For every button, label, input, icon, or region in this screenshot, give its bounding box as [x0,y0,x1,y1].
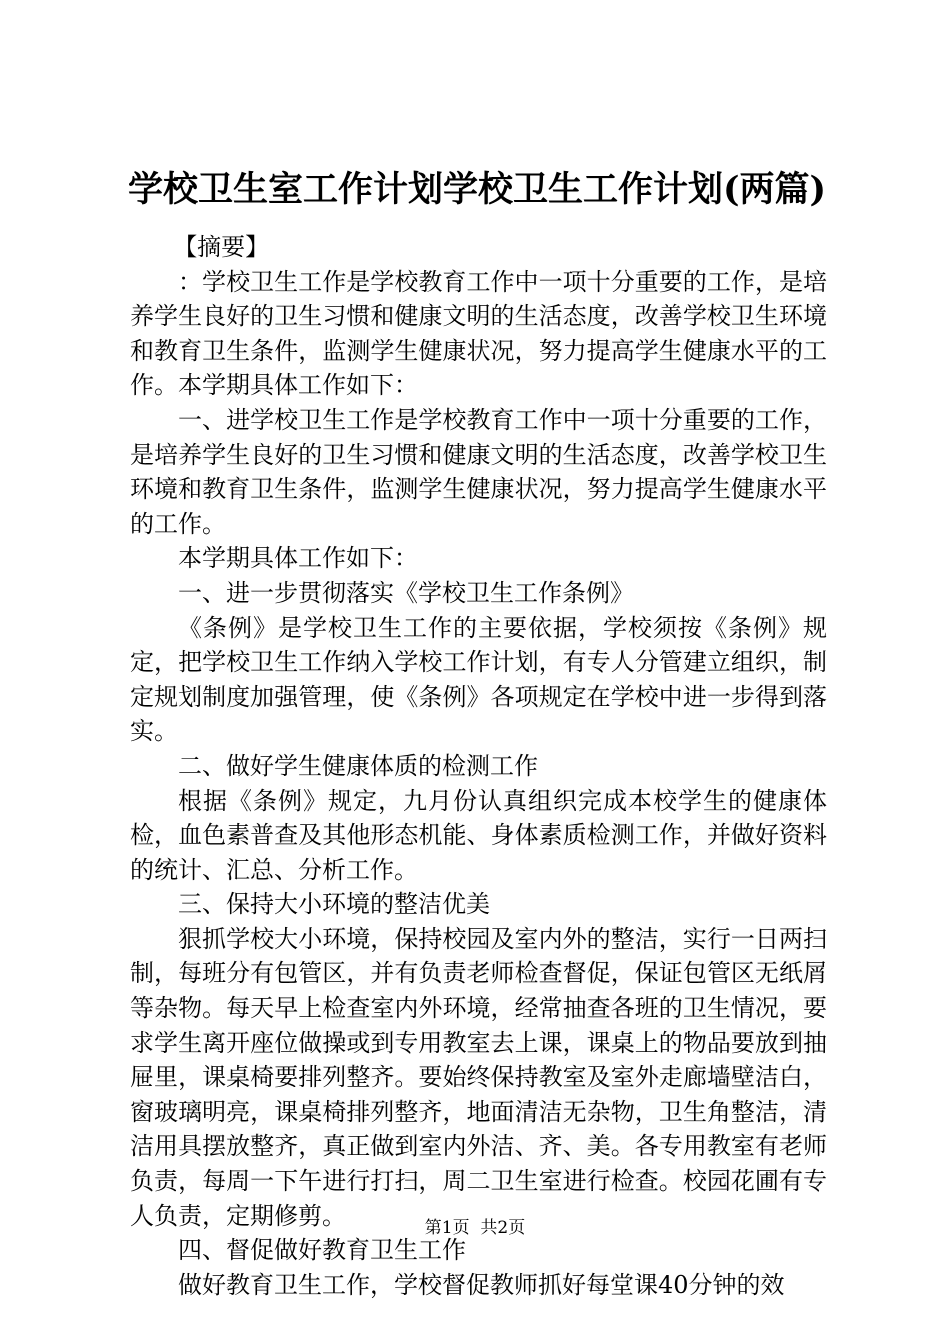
section-paragraph-1: 《条例》是学校卫生工作的主要依据，学校须按《条例》规定，把学校卫生工作纳入学校工作计划，有专人分管建立组织，制定规划制度加强管理，使《条例》各项规定在学校中进一步得到落实。 [130,613,827,746]
document-title: 学校卫生室工作计划学校卫生工作计划(两篇) [128,169,827,210]
section-heading-1: 一、进一步贯彻落实《学校卫生工作条例》 [178,578,634,607]
section-paragraph-4: 做好教育卫生工作，学校督促教师抓好每堂课40分钟的效 [178,1270,785,1299]
section-paragraph-2: 根据《条例》规定，九月份认真组织完成本校学生的健康体检，血色素普查及其他形态机能、身体素质检测工作，并做好资料的统计、汇总、分析工作。 [130,786,827,884]
document-body [130,230,827,1302]
intro-lead-line: 本学期具体工作如下： [178,544,418,573]
section-heading-3: 三、保持大小环境的整洁优美 [178,890,490,919]
abstract-paragraph: ：学校卫生工作是学校教育工作中一项十分重要的工作，是培养学生良好的卫生习惯和健康文明的生活态度，改善学校卫生环境和教育卫生条件，监测学生健康状况，努力提高学生健康水平的工作。本学期具体工作如下： [130,267,827,400]
section-heading-4: 四、督促做好教育卫生工作 [178,1236,466,1265]
section-paragraph-3: 狠抓学校大小环境，保持校园及室内外的整洁，实行一日两扫制，每班分有包管区，并有负责老师检查督促，保证包管区无纸屑等杂物。每天早上检查室内外环境，经常抽查各班的卫生情况，要求学生离开座位做操或到专用教室去上课，课桌上的物品要放到抽屉里，课桌椅要排列整齐。要始终保持教室及室外走廊墙壁洁白，窗玻璃明亮，课桌椅排列整齐，地面清洁无杂物，卫生角整洁，清洁用具摆放整齐，真正做到室内外洁、齐、美。各专用教室有老师负责，每周一下午进行打扫，周二卫生室进行检查。校园花圃有专人负责，定期修剪。 [130,924,827,1230]
page-footer: 第1页 共2页 [424,1218,526,1238]
abstract-label: 【摘要】 [173,233,270,261]
section-heading-2: 二、做好学生健康体质的检测工作 [178,751,538,780]
intro-paragraph: 一、进学校卫生工作是学校教育工作中一项十分重要的工作，是培养学生良好的卫生习惯和健康文明的生活态度，改善学校卫生环境和教育卫生条件，监测学生健康状况，努力提高学生健康水平的工作。 [130,405,827,538]
